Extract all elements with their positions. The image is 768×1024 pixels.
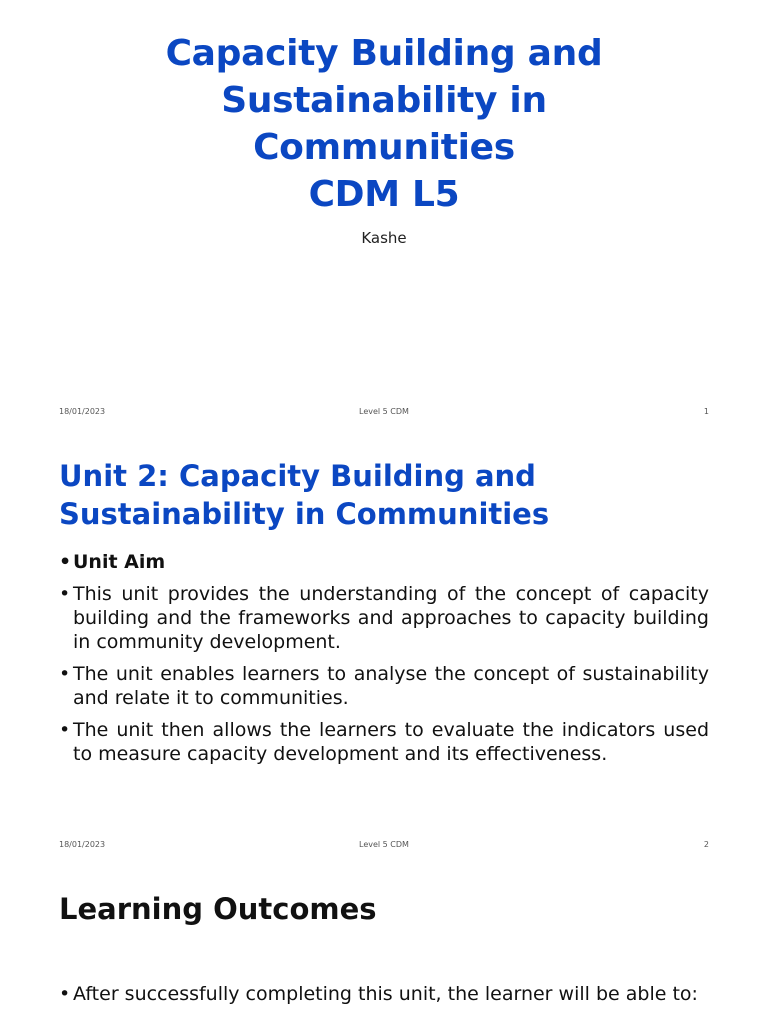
footer-center-text: Level 5 CDM [359,407,409,416]
slide-2 [0,433,768,866]
footer-center-text: Level 5 CDM [359,840,409,849]
title-line: CDM L5 [308,174,460,215]
bullet-list [59,982,709,1014]
author-name: Kashe [361,229,407,247]
title-line: Sustainability in [221,80,547,121]
bullet-icon: • [59,583,71,605]
bullet-list [59,550,709,774]
list-item-text: Unit Aim [73,551,166,573]
footer-date: 18/01/2023 [59,840,106,849]
slide-heading [59,457,719,533]
heading-line: Unit 2: Capacity Building and [59,459,536,493]
slide-number: 1 [703,407,709,416]
title-line: Capacity Building and [165,33,603,74]
slide-3 [0,866,768,1024]
list-item [59,662,709,710]
list-item-text: The unit enables learners to analyse the concept of sustainability and relate it to communities. [73,663,709,709]
bullet-icon: • [59,719,71,741]
slide-title [0,30,768,218]
heading-line: Sustainability in Communities [59,497,550,531]
slide-1 [0,0,768,433]
bullet-icon: • [59,983,71,1005]
list-item [59,550,709,574]
list-item-text: This unit provides the understanding of the concept of capacity building and the frameworks and approaches to capacity building in community development. [73,583,709,653]
list-item [59,582,709,654]
list-item-text: After successfully completing this unit, the learner will be able to: [73,983,698,1005]
slide-number: 2 [703,840,709,849]
list-item [59,718,709,766]
list-item [59,982,709,1006]
slide-heading: Learning Outcomes [59,892,377,926]
bullet-icon: • [59,663,71,685]
title-line: Communities [253,127,515,168]
footer-date: 18/01/2023 [59,407,106,416]
list-item-text: The unit then allows the learners to evaluate the indicators used to measure capacity development and its effectiveness. [73,719,709,765]
bullet-icon: • [59,551,72,573]
